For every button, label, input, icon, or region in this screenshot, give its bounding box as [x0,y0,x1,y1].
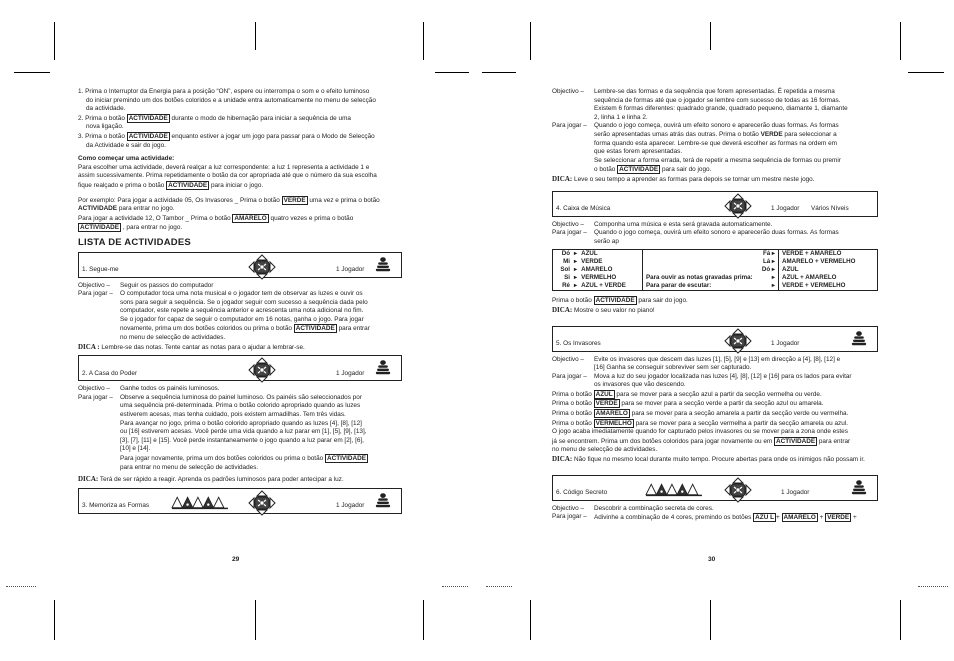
step-3-cont: da Actividade e sair do jogo. [86,141,166,149]
dica-line: DICA: Terá de ser rápido a reagir. Aprenda os padrões luminosos para poder antecipar a luz. [78,475,344,484]
page-number: 29 [232,556,240,563]
crop-mark [54,22,55,60]
actividade-button: ACTIVIDADE [595,297,635,305]
crop-mark [423,600,424,640]
example-line: ACTIVIDADE para entrar no jogo. [78,205,175,213]
section-title: LISTA DE ACTIVIDADES [78,236,191,248]
exit-line: Prima o botão ACTIVIDADE para sair do jogo. [552,297,688,305]
objective-row: Objectivo – Lembre-se das formas e da sequência que forem apresentadas. É repetida a mesma sequência de formas até que o jogador se lembre com sucesso de todas as 16 formas. Existem 6 formas diferentes: quadrado grande, quadrado pequeno, diamante 1, diamante 2, linha 1 e linha 2. [552,88,848,121]
actividade-button: ACTIVIDADE [80,224,120,232]
players-count: 1 Jogador [771,339,800,347]
fold-mark [6,586,36,587]
activity-name: 2. A Casa do Poder [82,369,138,377]
players-icon [375,492,391,508]
step-1: 1. Prima o Interruptor da Energia para a posição “ON”, espere ou interrompa o som e o efeito luminoso [78,88,370,95]
dpad-icon [247,490,277,516]
crop-mark [14,72,50,73]
end-line: já se encontrem. Prima um dos botões coloridos para jogar novamente ou em ACTIVIDADE para entrar [552,437,851,445]
page-number: 30 [708,556,716,563]
move-line: Prima o botão AZUL para se mover para a secção azul a partir da secção vermelha ou verde. [552,390,822,398]
amarelo-button: AMARELO [595,410,628,418]
verde-button: VERDE [827,514,850,522]
crop-mark [900,600,901,640]
objective-row: Objectivo – Descobrir a combinação secreta de cores. [552,504,714,512]
objective-row: Objectivo – Seguir os passos do computador [78,281,214,289]
actividade-button: ACTIVIDADE [128,132,168,140]
step-2: 2. Prima o botão ACTIVIDADE durante o modo de hibernação para iniciar a sequência de uma [78,114,351,122]
notes-left-col: Dó ▸ AZUL Mi ▸ VERDE Sol ▸ AMARELO Si ▸ VERMELHO Ré ▸ AZUL + VERDE [553,250,643,291]
verde-button: VERDE [283,196,306,204]
players-count: 1 Jogador [336,369,365,377]
dpad-icon [723,328,753,354]
activity-box-5 [552,326,878,352]
crop-mark [435,72,469,73]
dpad-icon [247,254,277,280]
actividade-button: ACTIVIDADE [295,325,335,333]
activity-box-1 [78,252,402,278]
players-count: 1 Jogador [336,265,365,273]
activity-box-2 [78,355,402,381]
play-row: Para jogar – O computador toca uma nota musical e o jogador tem de observar as luzes e ouvir os sons para seguir a sequência. Se o jogador seguir com sucesso a sequência dada pelo computador, este repete a sequência anterior e acrescenta uma nota adicional no fim. Se o jogador for capaz de seguir o computador em 16 notas, ganha o jogo. Para jogar novamente, prima um dos botões coloridos ou prima o botão ACTIVIDADE para entrar no menu de selecção de actividades. [78,290,370,342]
end-line: no menu de selecção de actividades. [552,446,658,454]
crop-mark [710,600,711,640]
players-count: 1 Jogador [781,489,810,497]
actividade-button: ACTIVIDADE [128,114,168,122]
dpad-icon [723,193,753,219]
levels-label: Vários Níveis [811,204,849,212]
play-row: Para jogar – Adivinhe a combinação de 4 cores, premindo os botões AZU L + AMARELO + VERDE + [552,513,857,522]
fold-mark [918,586,948,587]
notes-table [552,249,878,291]
vermelho-button: VERMELHO [595,419,632,427]
right-page [552,88,878,523]
button-row-icon [171,495,229,510]
activity-box-4 [552,191,878,217]
step-3: 3. Prima o botão ACTIVIDADE enquanto estiver a jogar um jogo para passar para o Modo de Selecção [78,132,375,140]
how-text: Para escolher uma actividade, deverá realçar a luz correspondente: a luz 1 representa a actividade 1 e [78,163,370,171]
move-line: Prima o botão VERDE para se mover para a secção verde a partir da secção azul ou amarela. [552,400,824,408]
crop-mark [255,600,256,640]
activity-name: 3. Memoriza as Formas [82,502,150,510]
objective-row: Objectivo – Ganhe todos os painéis luminosos. [78,385,220,393]
example-line: ACTIVIDADE , para entrar no jogo. [80,224,183,232]
how-text: fique realçado e prima o botão ACTIVIDADE para iniciar o jogo. [78,181,264,189]
crop-mark [908,72,944,73]
example-line: Por exemplo: Para jogar a actividade 05, Os Invasores _ Prima o botão VERDE uma vez e prima o botão [78,196,380,204]
players-count: 1 Jogador [336,502,365,510]
activity-box-3 [78,488,402,514]
verde-button: VERDE [595,400,618,408]
players-icon [375,256,391,272]
amarelo-button: AMARELO [783,514,816,522]
players-count: 1 Jogador [771,204,800,212]
fold-mark [442,586,468,587]
activity-box-6 [552,475,878,501]
players-icon [851,330,867,346]
crop-mark [530,22,531,60]
crop-mark [482,72,516,73]
play-row: Para jogar – Quando o jogo começa, ouvirá um efeito sonoro e aparecerão duas formas. As formas serão ap [552,229,839,245]
how-text: assim sucessivamente. Prima repetidamente o botão da cor apropriada até que o número da sua escolha [78,172,377,180]
crop-mark [54,600,55,640]
activity-name: 4. Caixa de Música [556,204,611,212]
activity-name: 6. Código Secreto [556,489,608,497]
move-line: Prima o botão VERMELHO para se mover para a secção vermelha a partir da secção amarela ou azul. [552,419,848,427]
play-row: Para jogar – Observe a sequência luminosa do painel luminoso. Os painéis são seleccionados por uma sequência pré-determinada. Prima o botão colorido apropriado quando as luzes estiverem acesas, mas tenha cuidado, pois existem armadilhas. Tem três vidas. Para avançar no jogo, prima o botão colorido apropriado quando as luzes [4], [8], [12] ou [16] estiverem acesas. Você perde uma vida quando a luz parar em [1], [5], [9], [13], [3], [7], [11] e [15]. Você perde instantaneamente o jogo quando a luz parar em [2], [6], [10] e [14]. Para jogar novamente, prima um dos botões coloridos ou prima o botão ACTIVIDADE para entrar no menu de selecção de actividades. [78,393,367,471]
play-row: Para jogar – Mova a luz do seu jogador localizada nas luzes [4], [8], [12] e [16] para os lados para evitar os invasores que vão descendo. [552,372,852,389]
how-to-start-heading: Como começar uma actividade: [78,155,175,163]
crop-mark [423,22,424,60]
dica-line: DICA: Não fique no mesmo local durante muito tempo. Procure abertas para onde os inimigos não possam ir. [552,455,865,464]
azul-button: AZUL [595,390,613,398]
objective-row: Objectivo – Componha uma música e esta será gravada automaticamente. [552,220,773,228]
fold-mark [486,586,512,587]
amarelo-button: AMARELO [234,214,267,222]
players-icon [851,479,867,495]
dpad-icon [247,357,277,383]
actividade-button: ACTIVIDADE [326,455,367,462]
end-line: O jogo acaba imediatamente quando for capturado pelos invasores ou se mover para a zona onde estes [552,428,848,436]
actividade-button: ACTIVIDADE [619,166,659,174]
dica-line: DICA: Leve o seu tempo a aprender as formas para depois se tornar um mestre neste jogo. [552,174,815,183]
button-row-icon [645,482,703,497]
crop-mark [255,22,256,50]
example-line: Para jogar a actividade 12, O Tambor _ Prima o botão AMARELO quatro vezes e prima o botão [78,214,354,222]
dica-line: DICA: Mostre o seu valor no piano! [552,305,655,314]
step-2-cont: nova ligação. [86,123,124,131]
objective-row: Objectivo – Evite os invasores que descem das luzes [1], [5], [9] e [13] em direcção a [4], [8], [12] e [16] Ganha se conseguir sobreviver sem ser capturado. [552,355,841,372]
azul-button: AZU L [755,514,774,522]
notes-mid-col: Fá ▸ Lá ▸ Dó ▸ Para ouvir as notas gravadas prima: ▸ Para parar de escutar: ▸ [643,250,779,291]
crop-mark [710,22,711,50]
dpad-icon [723,477,753,503]
left-page [78,88,402,518]
dica-line: DICA : Lembre-se das notas. Tente cantar as notas para o ajudar a lembrar-se. [78,342,305,351]
step-1-cont: da actividade. [86,105,126,113]
actividade-button: ACTIVIDADE [776,437,816,445]
crop-mark [530,600,531,640]
activity-name: 5. Os Invasores [556,339,601,347]
crop-mark [900,22,901,60]
play-row: Para jogar – Quando o jogo começa, ouvirá um efeito sonoro e aparecerão duas formas. As formas serão apresentadas umas atrás das outras. Prima o botão VERDE para seleccionar a forma quando esta aparecer. Lembre-se que deverá escolher as formas na ordem em que estas forem apresentadas. Se seleccionar a forma errada, terá de repetir a mesma sequência de formas ou premir o botão ACTIVIDADE para sair do jogo. [552,122,841,174]
actividade-button: ACTIVIDADE [168,181,208,189]
notes-right-col: VERDE + AMARELO AMARELO + VERMELHO AZUL AZUL + AMARELO VERDE + VERMELHO [779,250,878,291]
move-line: Prima o botão AMARELO para se mover para a secção amarela a partir da secção verde ou vermelha. [552,410,849,418]
step-1-cont: do iniciar premindo um dos botões coloridos e a unidade entra automaticamente no menu de selecção [86,96,376,104]
activity-name: 1. Segue-me [82,265,119,273]
players-icon [375,359,391,375]
